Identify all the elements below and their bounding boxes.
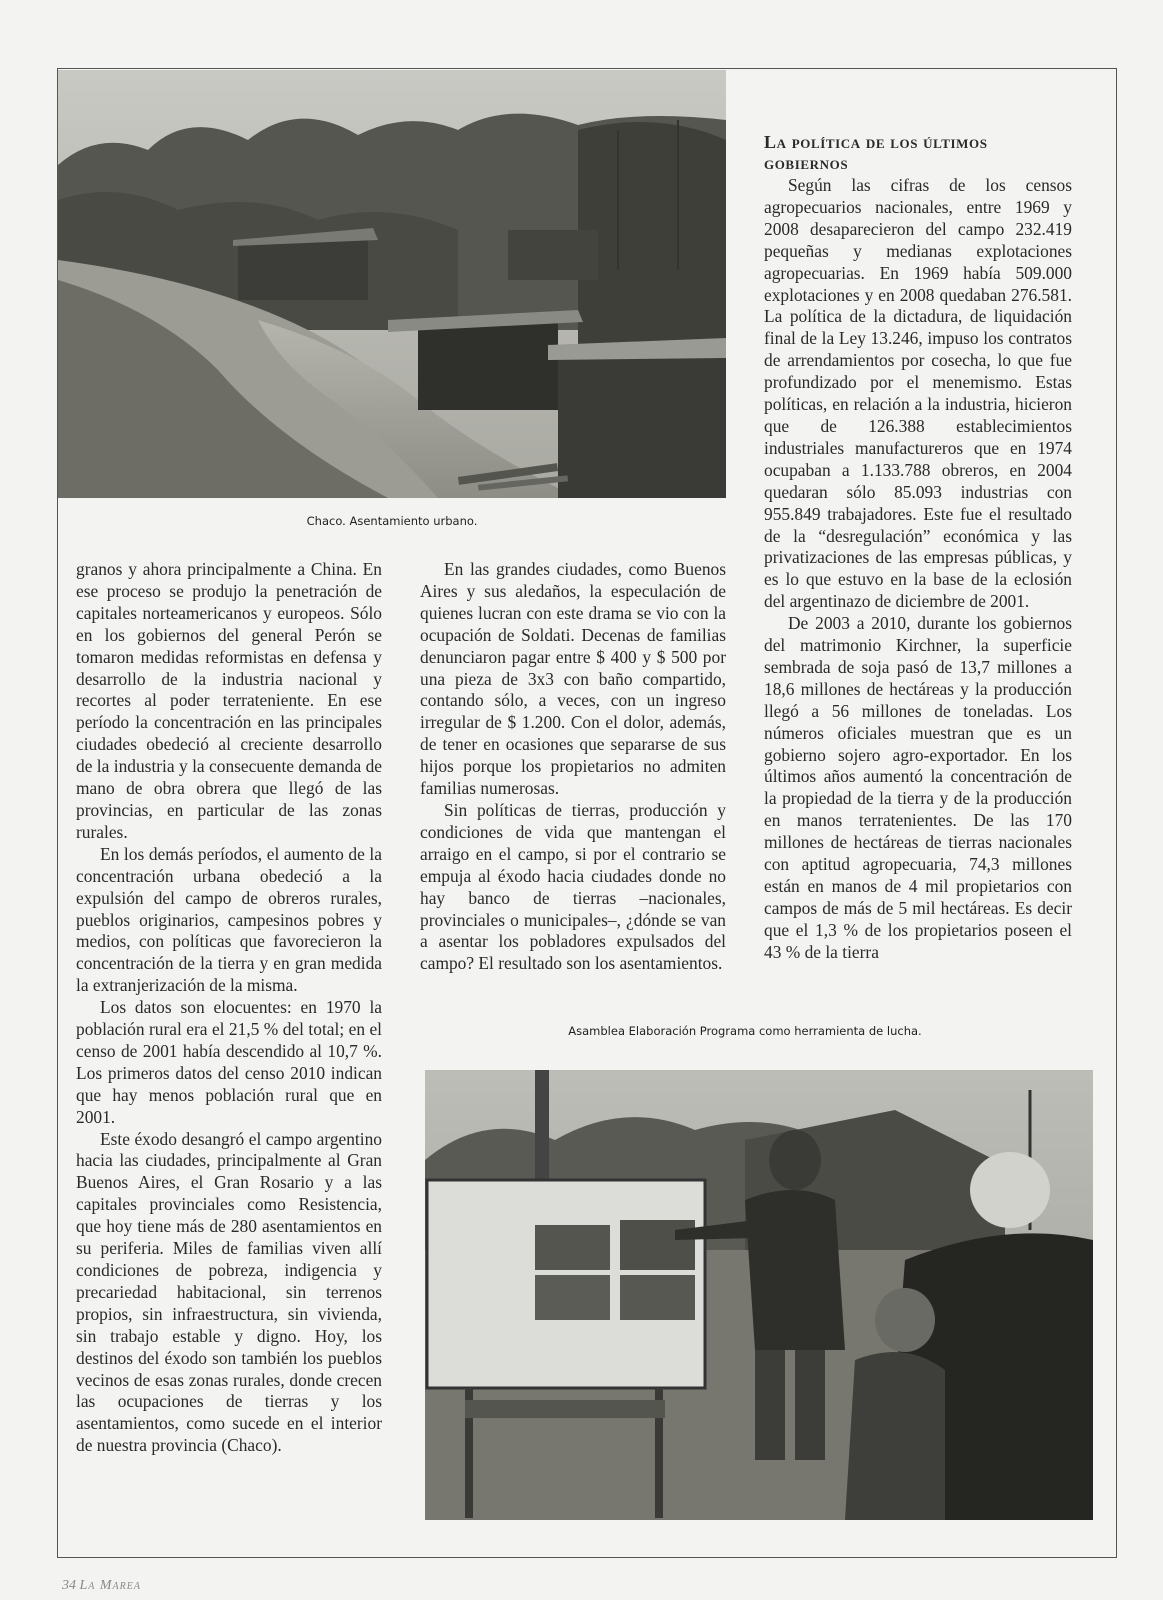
paragraph: Según las cifras de los censos agropecuarios nacionales, entre 1969 y 2008 desaparecieron del campo 232.419 pequeñas y medianas explotaciones agropecuarias. En 1969 había 509.000 explotaciones y en 2008 quedaban 276.581. La política de la dictadura, de liquidación final de la Ley 13.246, impuso los contratos de arrendamientos por cosecha, lo que fue profundizado por el menemismo. Estas políticas, en relación a la industria, hicieron que de 126.388 establecimientos industriales manufactureros que en 1974 ocupaban a 1.133.788 obreros, en 2004 quedaran sólo 85.093 industrias con 955.849 trabajadores. Este fue el resultado de la “desregulación” económica y las privatizaciones de las empresas públicas, y es lo que estuvo en la base de la eclosión del argentinazo de diciembre de 2001. [764,175,1072,612]
top-photo-caption: Chaco. Asentamiento urbano. [306,514,478,528]
text-column-1 [76,559,382,1457]
paragraph: Sin políticas de tierras, producción y condiciones de vida que mantengan el arraigo en el campo, si por el contrario se empuja al éxodo hacia ciudades donde no hay banco de tierras –nacionales, provinciales o municipales–, ¿dónde se van a asentar los pobladores expulsados del campo? El resultado son los asentamientos. [420,799,726,974]
paragraph: Los datos son elocuentes: en 1970 la población rural era el 21,5 % del total; en el censo de 2001 había descendido al 10,7 %. Los primeros datos del censo 2010 indican que hay menos población rural que en 2001. [76,997,382,1127]
paragraph: En las grandes ciudades, como Buenos Aires y sus aledaños, la especulación de quienes lucran con este drama se vio con la ocupación de Soldati. Decenas de familias denunciaron pagar entre $ 400 y $ 500 por una pieza de 3x3 con baño compartido, contando sólo, a veces, con un ingreso irregular de $ 1.200. Con el dolor, además, de tener en ocasiones que separarse de sus hijos porque los propietarios no admiten familias numerosas. [420,559,726,799]
paragraph: Este éxodo desangró el campo argentino hacia las ciudades, principalmente al Gran Buenos Aires, el Gran Rosario y a las capitales provinciales como Resistencia, que hoy tiene más de 280 asentamientos en su periferia. Miles de familias viven allí condiciones de pobreza, indigencia y precariedad habitacional, sin terrenos propios, sin infraestructura, sin vivienda, sin trabajo estable y digno. Hoy, los destinos del éxodo son también los pueblos vecinos de esas zonas rurales, donde crecen las ocupaciones de tierras y los asentamientos, como sucede en el interior de nuestra provincia (Chaco). [76,1128,382,1456]
settlement-photo [58,70,726,498]
assembly-photo [425,1070,1093,1520]
page-footer [62,1578,141,1594]
paragraph: De 2003 a 2010, durante los gobiernos del matrimonio Kirchner, la superficie sembrada de soja pasó de 13,7 millones a 18,6 millones de hectáreas y la producción llegó a 56 millones de toneladas. Los números oficiales muestran que es un gobierno sojero agro-exportador. En los últimos años aumentó la concentración de la propiedad de la tierra y de la producción en manos terratenientes. De las 170 millones de hectáreas de tierras nacionales con aptitud agropecuaria, 74,3 millones están en manos de 4 mil propietarios con campos de más de 5 mil hectáreas. Es decir que el 1,3 % de los propietarios poseen el 43 % de la tierra [764,613,1072,962]
text-column-3 [764,132,1072,964]
bottom-photo-caption: Asamblea Elaboración Programa como herramienta de lucha. [568,1024,922,1038]
paragraph: granos y ahora principalmente a China. En ese proceso se produjo la penetración de capitales norteamericanos y europeos. Sólo en los gobiernos del general Perón se tomaron medidas reformistas en defensa y desarrollo de la industria nacional y recortes al poder terrateniente. En ese período la concentración en las principales ciudades obedeció al creciente desarrollo de la industria y la consecuente demanda de mano de obra obrera que llegó de las provincias, en particular de las zonas rurales. [76,559,382,842]
page-number: 34 [62,1578,76,1593]
text-column-2 [420,559,726,975]
paragraph: En los demás períodos, el aumento de la concentración urbana obedeció a la expulsión del campo de obreros rurales, pueblos originarios, campesinos pobres y medios, con políticas que favorecieron la concentración de la tierra y en gran medida la extranjerización de la misma. [76,843,382,996]
section-heading: La política de los últimos gobiernos [764,132,988,173]
magazine-name: La Marea [79,1578,141,1593]
